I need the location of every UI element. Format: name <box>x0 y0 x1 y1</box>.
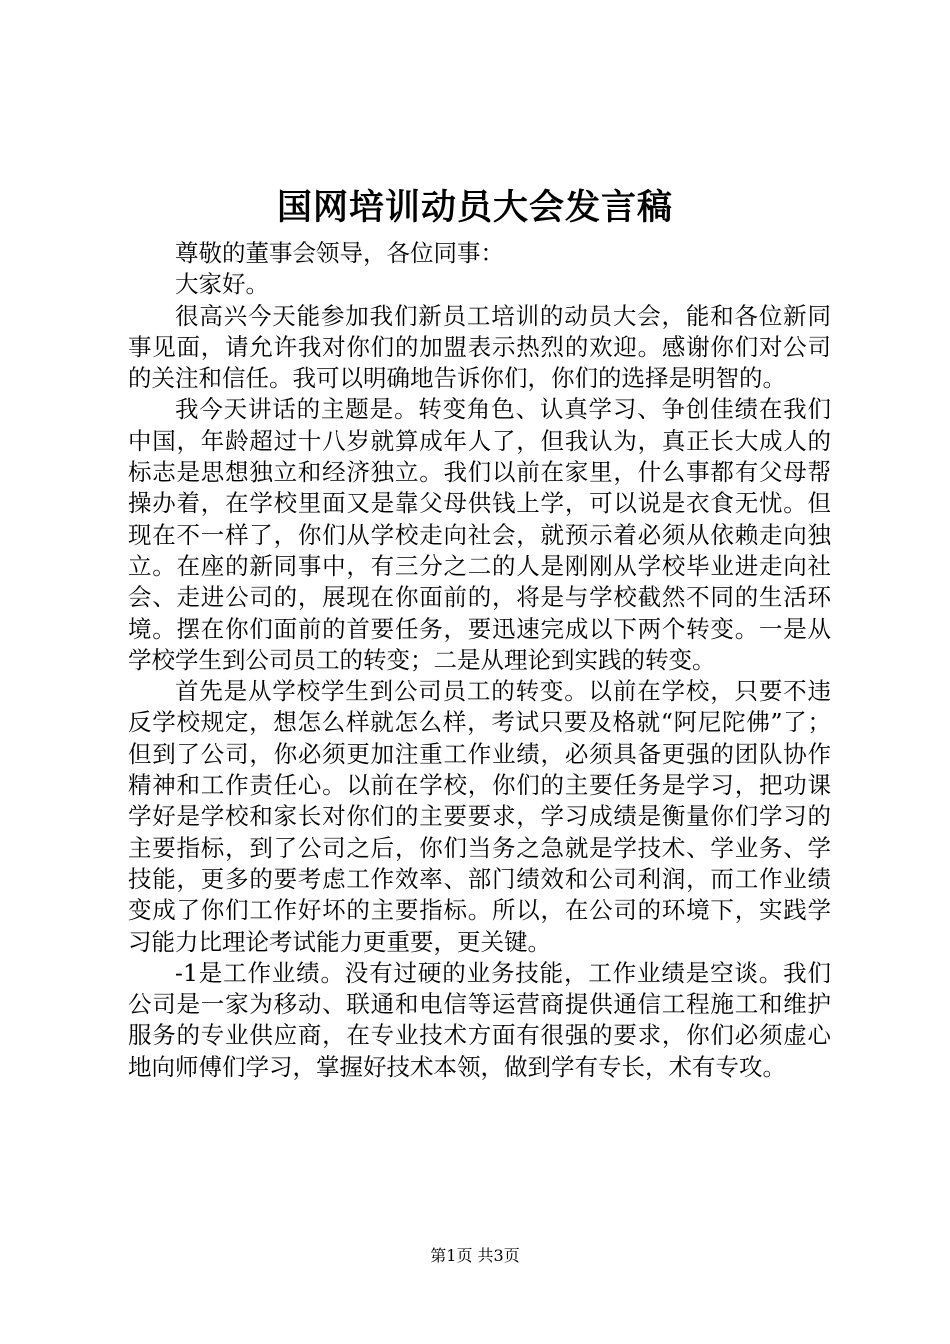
page-footer: 第1页 共3页 <box>430 1246 520 1265</box>
document-title: 国网培训动员大会发言稿 <box>276 187 673 228</box>
body-paragraph: 我今天讲话的主题是。转变角色、认真学习、争创佳绩在我们中国，年龄超过十八岁就算成年人了，但我认为，真正长大成人的标志是思想独立和经济独立。我们以前在家里，什么事都有父母帮操办着，在学校里面又是靠父母供钱上学，可以说是衣食无忧。但现在不一样了，你们从学校走向社会，就预示着必须从依赖走向独立。在座的新同事中，有三分之二的人是刚刚从学校毕业进走向社会、走进公司的，展现在你面前的，将是与学校截然不同的生活环境。摆在你们面前的首要任务，要迅速完成以下两个转变。一是从学校学生到公司员工的转变；二是从理论到实践的转变。 <box>128 395 831 674</box>
greeting: 大家好。 <box>175 270 269 299</box>
salutation: 尊敬的董事会领导，各位同事： <box>175 239 504 267</box>
body-paragraph: 很高兴今天能参加我们新员工培训的动员大会，能和各位新同事见面，请允许我对你们的加盟表示热烈的欢迎。感谢你们对公司的关注和信任。我可以明确地告诉你们，你们的选择是明智的。 <box>128 301 831 393</box>
document-body <box>128 238 831 1083</box>
body-paragraph: 首先是从学校学生到公司员工的转变。以前在学校，只要不违反学校规定，想怎么样就怎么样，考试只要及格就“阿尼陀佛”了；但到了公司，你必须更加注重工作业绩，必须具备更强的团队协作精神和工作责任心。以前在学校，你们的主要任务是学习，把功课学好是学校和家长对你们的主要要求，学习成绩是衡量你们学习的主要指标，到了公司之后，你们当务之急就是学技术、学业务、学技能，更多的要考虑工作效率、部门绩效和公司利润，而工作业绩变成了你们工作好坏的主要指标。所以，在公司的环境下，实践学习能力比理论考试能力更重要，更关键。 <box>128 677 831 956</box>
body-paragraph: -1是工作业绩。没有过硬的业务技能，工作业绩是空谈。我们公司是一家为移动、联通和电信等运营商提供通信工程施工和维护服务的专业供应商，在专业技术方面有很强的要求，你们必须虚心地向师傅们学习，掌握好技术本领，做到学有专长，术有专攻。 <box>128 958 831 1081</box>
